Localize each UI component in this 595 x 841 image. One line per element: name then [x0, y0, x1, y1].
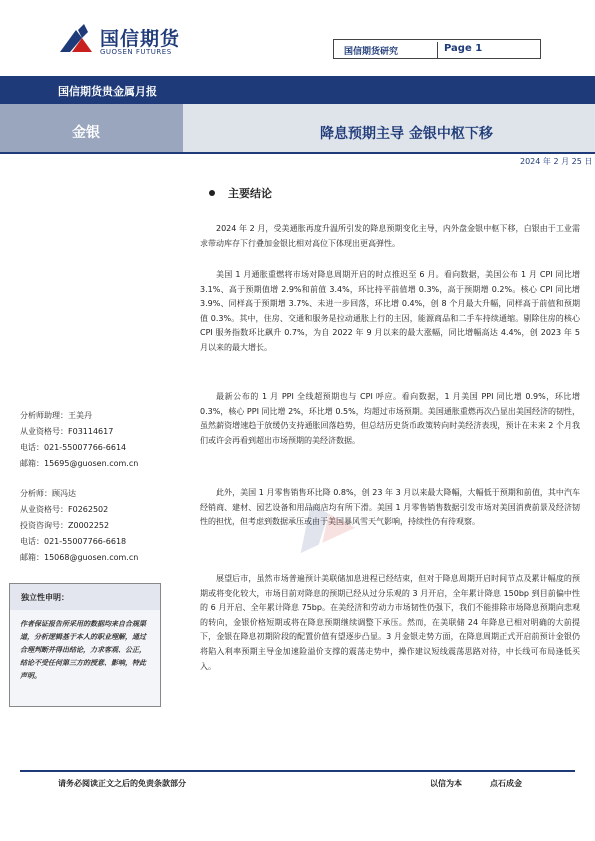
logo-text-en: GUOSEN FUTURES [100, 48, 172, 56]
analyst-1-email[interactable]: 邮箱：15695@guosen.com.cn [20, 459, 139, 468]
analyst-2-block [20, 486, 138, 566]
independence-statement-text: 作者保证报告所采用的数据均来自合规渠道，分析逻辑基于本人的职业理解，通过合理判断并得出结论，力求客观、公正，结论不受任何第三方的授意、影响，特此声明。 [20, 620, 146, 680]
title-underline [0, 152, 595, 154]
independence-statement-title: 独立性申明： [21, 593, 69, 602]
section-heading: 主要结论 [228, 187, 272, 200]
analyst-2-name: 分析师：顾冯达 [20, 489, 76, 498]
header-info-box [333, 39, 541, 59]
footer-slogan-1: 以信为本 [430, 779, 462, 788]
analyst-1-block [20, 408, 138, 472]
paragraph-5: 展望后市，虽然市场普遍预计美联储加息进程已经结束，但对于降息周期开启时间节点及累计幅度的预期或将变化较大，市场目前对降息的预期已经从过分乐观的 3 月开启，全年累计降息 150bp 到目前偏中性的 6 月开启、全年累计降息 75bp。在美经济和劳动力市场韧性仍强下，我们不能排除市场降息预期向悲观的转向，金银价格短期或将在降息预期继续调整下承压。然而，在美联储 24 年降息已相对明确的大前提下，金银在降息初期阶段的配置价值有望逐步凸显。3 月金银走势方面，在降息周期正式开启前预计金银仍将陷入利率预期主导金加速险溢价支撑的震荡走势中，操作建议短线震荡思路对待，中长线可布局逢低买入。 [200, 574, 580, 671]
footer-divider [20, 770, 575, 772]
analyst-2-phone: 电话：021-55007766-6618 [20, 537, 127, 546]
independence-statement-box [9, 583, 161, 707]
research-label: 国信期货研究 [344, 47, 399, 57]
header-divider [437, 42, 438, 58]
paragraph-1: 2024 年 2 月，受美通胀再度升温所引发的降息预期变化主导，内外盘金银中枢下移，白银由于工业需求带动库存下行叠加金银比相对高位下体现出更高弹性。 [200, 224, 580, 248]
guosen-logo-icon [58, 22, 98, 62]
section-bullet-icon [209, 190, 215, 196]
paragraph-4: 此外，美国 1 月零售销售环比降 0.8%，创 23 年 3 月以来最大降幅，大幅低于预期和前值，其中汽车经销商、建材、园艺设备和用品商店均有所下滑。美国 1 月零售销售数据引发市场对美国消费前景及经济韧性的担忧，但考虑到数据承压或由于美国暴风雪天气影响，持续性仍有待观察。 [200, 488, 580, 527]
analyst-2-advisor: 投资咨询号：Z0002252 [20, 521, 110, 530]
report-date: 2024 年 2 月 25 日 [520, 157, 593, 166]
analyst-2-license: 从业资格号：F0262502 [20, 505, 109, 514]
analyst-1-phone: 电话：021-55007766-6614 [20, 443, 127, 452]
analyst-1-name: 分析师助理：王美丹 [20, 411, 92, 420]
analyst-2-email[interactable]: 邮箱：15068@guosen.com.cn [20, 553, 139, 562]
paragraph-2: 美国 1 月通胀重燃将市场对降息周期开启的时点推迟至 6 月。看向数据，美国公布 1 月 CPI 同比增 3.1%、高于预期值增 2.9%和前值 3.4%，环比持平前值增 0.3%，高于预期增 0.2%。核心 CPI 同比增 3.9%、同样高于预期增 3.7%、未进一步回落，环比增 0.4%，创 8 个月最大升幅，同样高于前值和预期值 0.3%。其中，住房、交通和服务是拉动通胀上行的主因，能源商品和二手车持续通缩。剔除住房的核心 CPI 服务指数环比飙升 0.7%，为自 2022 年 9 月以来的最大涨幅，同比增幅高达 4.4%，创 2023 年 5 月以来的最大增长。 [200, 270, 580, 352]
paragraph-3: 最新公布的 1 月 PPI 全线超预期也与 CPI 呼应。看向数据，1 月美国 PPI 同比增 0.9%，环比增 0.3%，核心 PPI 同比增 2%，环比增 0.5%，均超过市场预期。美国通胀重燃再次凸显出美国经济的韧性，虽然薪资增速趋于放缓仍支持通胀回落趋势，但总结历史货币政策转向时美经济表现，预计在未来 2 个月我们或许会再看到超出市场预期的美经济数据。 [200, 392, 580, 445]
independence-statement-header [10, 584, 160, 610]
page-number: Page 1 [444, 43, 483, 54]
report-title: 降息预期主导 金银中枢下移 [320, 126, 493, 142]
analyst-1-license: 从业资格号：F03114617 [20, 427, 114, 436]
logo-text-cn: 国信期货 [100, 28, 181, 50]
category-label: 金银 [72, 125, 100, 141]
footer-slogan-2: 点石成金 [490, 779, 522, 788]
footer-disclaimer-note: 请务必阅读正文之后的免责条款部分 [58, 779, 186, 788]
report-series-banner [0, 76, 595, 104]
report-series-title: 国信期货贵金属月报 [58, 85, 157, 98]
